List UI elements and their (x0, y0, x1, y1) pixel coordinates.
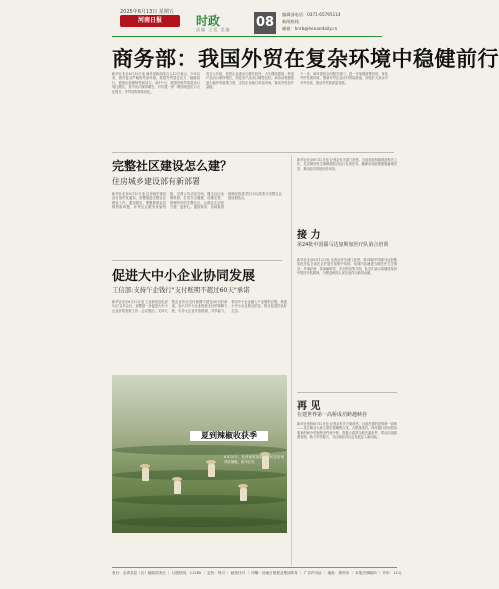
column-divider (291, 156, 292, 566)
photo-note: 6月13日，在河南省某地，村民在田间采收辣椒。新华社发 (224, 455, 284, 464)
lead-headline: 商务部：我国外贸在复杂环境中稳健前行 (112, 47, 499, 71)
article3-subtitle: 工信部:支持午企钱行"支付账期不超过60天"承诺 (112, 286, 250, 294)
footer-divider (112, 567, 397, 568)
right-divider (297, 392, 397, 393)
masthead-divider (112, 36, 382, 37)
photo-caption: 夏到辣椒收获季 (190, 431, 268, 441)
article2-divider (112, 260, 282, 261)
issue-date: 2025年6月13日 星期五 (120, 9, 174, 15)
lead-body-col3: 下一步，商务部将会同相关部门，进一步加强政策协同，优化外贸发展环境，帮助外贸企业应对风险挑战，持续扩大高水平对外开放，推动外贸高质量发展。 (300, 72, 388, 85)
section1-title: 第24批中国援马达加斯加医疗队第合培训 (297, 242, 389, 248)
article3-body: 新华社北京6月12日电 工业和信息化部12日召开会议，部署进一步促进大中小企业协同发展工作。会议提出，支持大型企业作出支付账期不超过60天的承诺，加大对中小企业账款支付的保障力度，引导大企业开放资源、共享能力，带动中小企业融入产业链供应链，构建大中小企业相互依存、相互促进的良好生态。 (112, 300, 287, 313)
page-number: 08 (254, 12, 276, 34)
newspaper-logo: 河南日报 (120, 15, 180, 27)
article2-body: 新华社北京6月12日电 住房城乡建设部日前印发通知，部署推进完整社区建设工作。通知提出，要聚焦群众急难愁盼问题，补齐社区服务设施短板，完善公共活动空间，健全社区治理机制，打造安全健康、设施完善、管理有序的完整社区，让群众生活更方便、更舒心。通知要求，各地要因地制宜推进老旧小区改造与完整社区建设相结合。 (112, 192, 282, 210)
section-title: 时政 (196, 14, 221, 28)
article2-subtitle: 住房城乡建设部有新部署 (112, 177, 200, 186)
section1-body: 新华社北京6月12日电 记者从有关部门获悉，第24批中国援马达加斯加医疗队日前在京开展行前集中培训。培训内容涵盖当地医疗卫生情况、外事纪律、传染病防控、安全防范等方面，队员们表示将继续发扬中国医疗队精神，为增进两国人民友谊作出新的贡献。 (297, 258, 397, 276)
section-label-zaijian: 再 见 (297, 401, 321, 412)
section2-body: 新华社贵阳6月12日电 记者从有关方面获悉，目前在建的世界第一高桥——花江峡谷大桥主梁实现顺利合龙。大桥建成后，两岸通行时间将由原来的两小时缩短至约两分钟，将极大改善当地交通条件，带动沿线旅游发展，助力乡村振兴，为区域经济社会发展注入新动能。 (297, 422, 397, 440)
section-label-jieli: 接 力 (297, 230, 321, 241)
article3-title: 促进大中小企业协同发展 (112, 269, 256, 284)
section2-title: 在建世界第一高桥成功跨越峡谷 (297, 412, 368, 418)
lead-body-col2: 发言人介绍，民营企业进出口增长较快，占比继续提高；机电产品出口保持增长，高技术产品出口增势良好。商务部将继续加大稳外贸政策力度，支持企业稳订单拓市场，推动外贸质升量稳。 (206, 72, 294, 90)
contact-line: 编辑部电话：0371-65795114 (282, 12, 341, 17)
right-intro-body: 新华社北京6月12日电 记者从有关部门获悉，当前各地持续推进相关工作，扎实做好民生保障和经济运行各项任务，确保各项政策措施落地见效，推动经济持续回升向好。 (297, 158, 397, 171)
contact-line: 新闻热线： (282, 19, 303, 24)
contact-line: 邮箱：hnrb@henandaily.cn (282, 26, 338, 31)
lead-divider (112, 152, 394, 153)
article2-title: 完整社区建设怎么建？ (112, 159, 233, 173)
section-subtitle: 责编 王恒 美编 (196, 27, 231, 32)
footer-info: 发行：全省各县（区）邮政局发行 ｜ 订阅热线：11185 ｜ 定价：每月 ｜ 邮发代号 ｜ 印刷：河南日报报业集团印务 ｜ 广告许可证 ｜ 地址：郑州市 ｜ 本报法律顾问 ｜ 开价：12元 (112, 571, 402, 575)
lead-body-col1: 新华社北京6月12日电 商务部新闻发言人12日表示，今年以来，面对复杂严峻的外部环境，我国外贸顶住压力、稳健前行，展现出较强韧性和活力。前5个月，我国货物贸易进出口同比增长，其中出口保持增长，对共建一带一路国家进出口占比提升，外贸结构持续优化。 (112, 72, 200, 94)
